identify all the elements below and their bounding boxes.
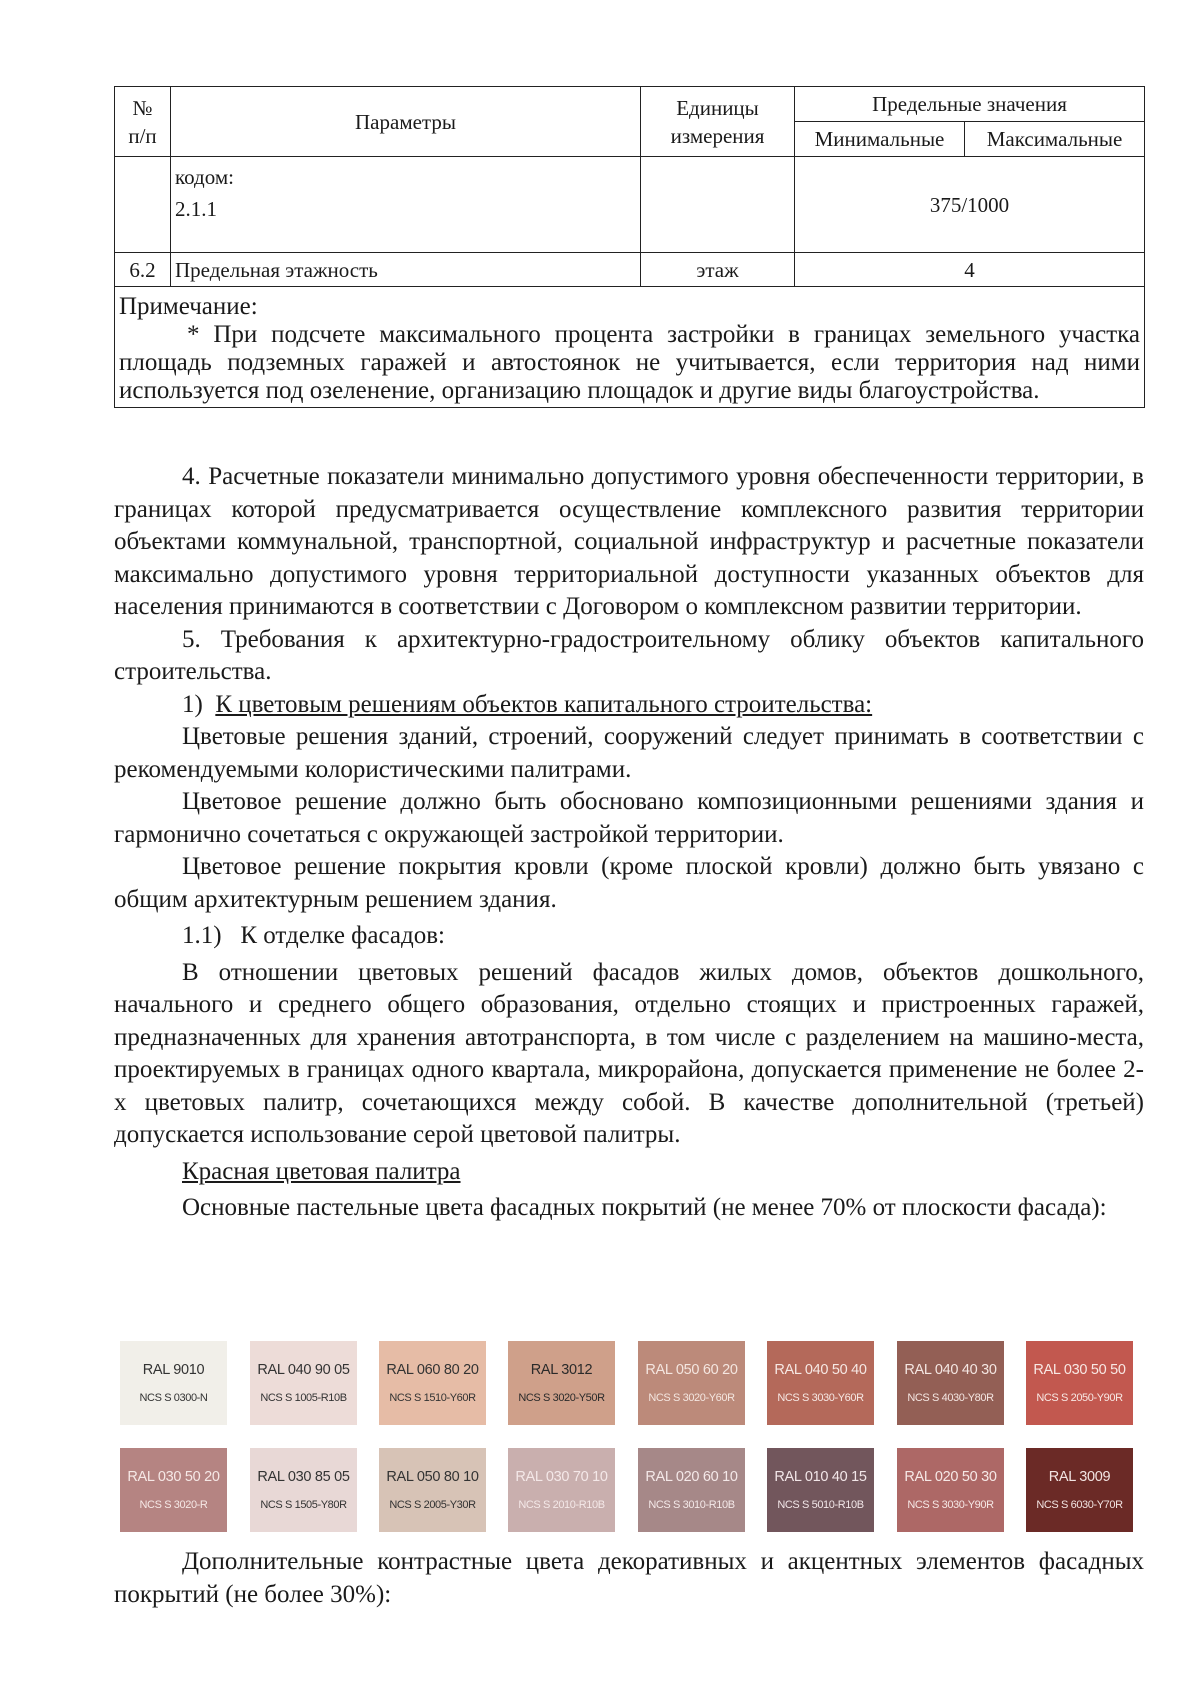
palette-title: Красная цветовая палитра (182, 1157, 461, 1185)
color-swatch: RAL 030 85 05 NCS S 1505-Y80R (250, 1448, 357, 1532)
row1-number (115, 157, 171, 253)
header-units: Единицы измерения (641, 87, 795, 157)
color-swatch: RAL 9010 NCS S 0300-N (120, 1341, 227, 1425)
color-swatch: RAL 030 50 20 NCS S 3020-R (120, 1448, 227, 1532)
header-min: Минимальные (795, 122, 965, 157)
color-swatch: RAL 020 50 30 NCS S 3030-Y90R (897, 1448, 1004, 1532)
paragraph-6: Цветовые решения зданий, строений, сооружений следует принимать в соответствии с рекомендуемыми колористическими палитрами. (114, 723, 1144, 783)
paragraph-5: 5. Требования к архитектурно-градостроительному облику объектов капитального строительства. (114, 625, 1144, 685)
paragraph-9: В отношении цветовых решений фасадов жилых домов, объектов дошкольного, начального и среднего общего образования, отдельно стоящих и пристроенных гаражей, предназначенных для хранения автотранспорта, в том числе с разделением на машино-места, проектируемых в границах одного квартала, микрорайона, допускается применение не более 2-х цветовых палитр, сочетающихся между собой. В качестве дополнительной (третьей) допускается использование серой цветовой палитры. (114, 958, 1144, 1148)
document-body-end (114, 1546, 1144, 1611)
header-number: № п/п (115, 87, 171, 157)
row2-value: 4 (795, 253, 1145, 287)
item-1-title: К цветовым решениям объектов капитального строительства: (215, 690, 873, 718)
color-swatch: RAL 040 90 05 NCS S 1005-R10B (250, 1341, 357, 1425)
color-swatch: RAL 3012 NCS S 3020-Y50R (508, 1341, 615, 1425)
color-swatch: RAL 050 80 10 NCS S 2005-Y30R (379, 1448, 486, 1532)
item-1-1: 1.1) К отделке фасадов: (182, 922, 445, 949)
paragraph-8: Цветовое решение покрытия кровли (кроме плоской кровли) должно быть увязано с общим архитектурным решением здания. (114, 853, 1144, 913)
paragraph-4: 4. Расчетные показатели минимально допустимого уровня обеспеченности территории, в границах которой предусматривается осуществление комплексного развития территории объектами коммунальной, транспортной, социальной инфраструктур и расчетные показатели максимально допустимого уровня территориальной доступности указанных объектов для населения принимаются в соответствии с Договором о комплексном развитии территории. (114, 463, 1144, 620)
color-swatch: RAL 010 40 15 NCS S 5010-R10B (767, 1448, 874, 1532)
header-limits: Предельные значения (795, 87, 1145, 122)
paragraph-10: Основные пастельные цвета фасадных покрытий (не менее 70% от плоскости фасада): (182, 1194, 1107, 1221)
row1-param: кодом: 2.1.1 (171, 157, 641, 253)
paragraph-7: Цветовое решение должно быть обосновано композиционными решениями здания и гармонично сочетаться с окружающей застройкой территории. (114, 788, 1144, 848)
note-text: * При подсчете максимального процента застройки в границах земельного участка площадь подземных гаражей и автостоянок не учитывается, если территория над ними используется под озеленение, организацию площадок и другие виды благоустройства. (119, 321, 1141, 404)
color-swatch: RAL 060 80 20 NCS S 1510-Y60R (379, 1341, 486, 1425)
color-swatch: RAL 3009 NCS S 6030-Y70R (1026, 1448, 1133, 1532)
header-max: Максимальные (965, 122, 1145, 157)
color-swatch: RAL 030 50 50 NCS S 2050-Y90R (1026, 1341, 1133, 1425)
color-swatch: RAL 020 60 10 NCS S 3010-R10B (638, 1448, 745, 1532)
color-swatch: RAL 040 50 40 NCS S 3030-Y60R (767, 1341, 874, 1425)
color-swatch: RAL 040 40 30 NCS S 4030-Y80R (897, 1341, 1004, 1425)
row2-number: 6.2 (115, 253, 171, 287)
color-swatch: RAL 030 70 10 NCS S 2010-R10B (508, 1448, 615, 1532)
item-1: 1) К цветовым решениям объектов капитального строительства: (182, 690, 873, 718)
row1-unit (641, 157, 795, 253)
document-body (114, 461, 1144, 1225)
header-parameters: Параметры (171, 87, 641, 157)
table-note (115, 287, 1145, 408)
row2-unit: этаж (641, 253, 795, 287)
row1-value: 375/1000 (795, 157, 1145, 253)
paragraph-11: Дополнительные контрастные цвета декоративных и акцентных элементов фасадных покрытий (не более 30%): (114, 1548, 1144, 1608)
parameters-table (114, 86, 1145, 408)
row2-param: Предельная этажность (171, 253, 641, 287)
note-title: Примечание: (119, 293, 258, 320)
color-swatch: RAL 050 60 20 NCS S 3020-Y60R (638, 1341, 745, 1425)
